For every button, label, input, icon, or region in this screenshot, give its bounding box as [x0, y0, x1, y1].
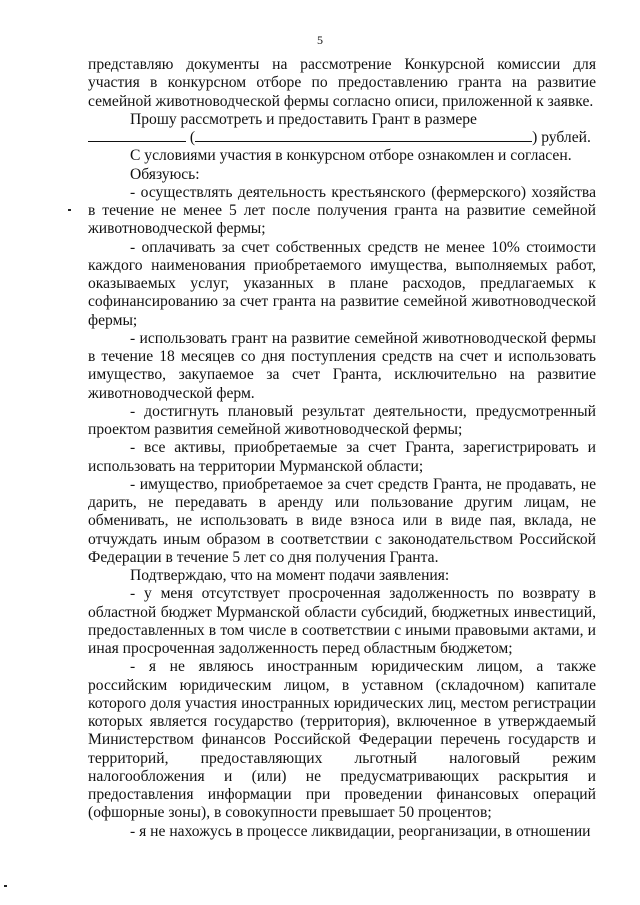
amount-currency: ) рублей.	[532, 129, 591, 146]
scan-mark	[68, 209, 71, 211]
paragraph-conditions: С условиями участия в конкурсном отборе ознакомлен и согласен.	[130, 147, 572, 165]
obligation-item: - достигнуть плановый результат деятельности, предусмотренный проектом развития семейной животноводческой фермы;	[88, 402, 596, 438]
scan-mark	[4, 885, 7, 887]
document-body	[88, 56, 596, 841]
amount-line	[88, 129, 596, 147]
confirmation-item: - я не являюсь иностранным юридическим лицом, а также российским юридическим лицом, в уставном (складочном) капитале которого доля участия иностранных юридических лиц, местом регистрации которых является государство (территория), включенное в утверждаемый Министерством финансов Российской Федерации перечень государств и территорий, предоставляющих льготный налоговый режим налогообложения и (или) не предусматривающих раскрытия и предоставления информации при проведении финансовых операций (офшорные зоны), в совокупности превышает 50 процентов;	[88, 658, 596, 822]
paragraph-intro: представляю документы на рассмотрение Конкурсной комиссии для участия в конкурсном отборе по предоставлению гранта на развитие семейной животноводческой фермы согласно описи, приложенной к заявке.	[88, 56, 596, 110]
paragraph-confirm-heading: Подтверждаю, что на момент подачи заявления:	[130, 567, 450, 584]
obligation-item: - осуществлять деятельность крестьянского (фермерского) хозяйства в течение не менее 5 лет после получения гранта на развитие семейной животноводческой фермы;	[88, 183, 596, 238]
amount-open-paren: (	[189, 129, 196, 146]
obligation-item: - все активы, приобретаемые за счет Гранта, зарегистрировать и использовать на территории Мурманской области;	[88, 439, 596, 475]
obligation-item: - имущество, приобретаемое за счет средств Гранта, не продавать, не дарить, не передавать в аренду или пользование другим лицам, не обменивать, не использовать в виде взноса или в виде пая, вклада, не отчуждать иным образом в соответствии с законодательством Российской Федерации в течение 5 лет со дня получения Гранта.	[88, 475, 596, 566]
confirmation-item: - я не нахожусь в процессе ликвидации, реорганизации, в отношении	[130, 822, 591, 840]
obligation-item: - использовать грант на развитие семейной животноводческой фермы в течение 18 месяцев со дня поступления средств на счет и использовать имущество, закупаемое за счет Гранта, исключительно на развитие животноводческой ферм.	[88, 329, 596, 402]
page-number: 5	[317, 33, 323, 47]
amount-number-blank	[88, 129, 186, 142]
obligation-item: - оплачивать за счет собственных средств не менее 10% стоимости каждого наименования приобретаемого имущества, выполняемых работ, оказываемых услуг, указанных в плане расходов, предлагаемых к софинансированию за счет гранта на развитие семейной животноводческой фермы;	[88, 238, 596, 329]
confirmation-item: - у меня отсутствует просроченная задолженность по возврату в областной бюджет Мурманской области субсидий, бюджетных инвестиций, предоставленных в том числе в соответствии с иными правовыми актами, и иная просроченная задолженность перед областным бюджетом;	[88, 585, 596, 657]
amount-words-blank	[195, 129, 532, 142]
paragraph-obligations-heading: Обязуюсь:	[130, 165, 200, 183]
paragraph-request: Прошу рассмотреть и предоставить Грант в размере	[130, 110, 477, 128]
